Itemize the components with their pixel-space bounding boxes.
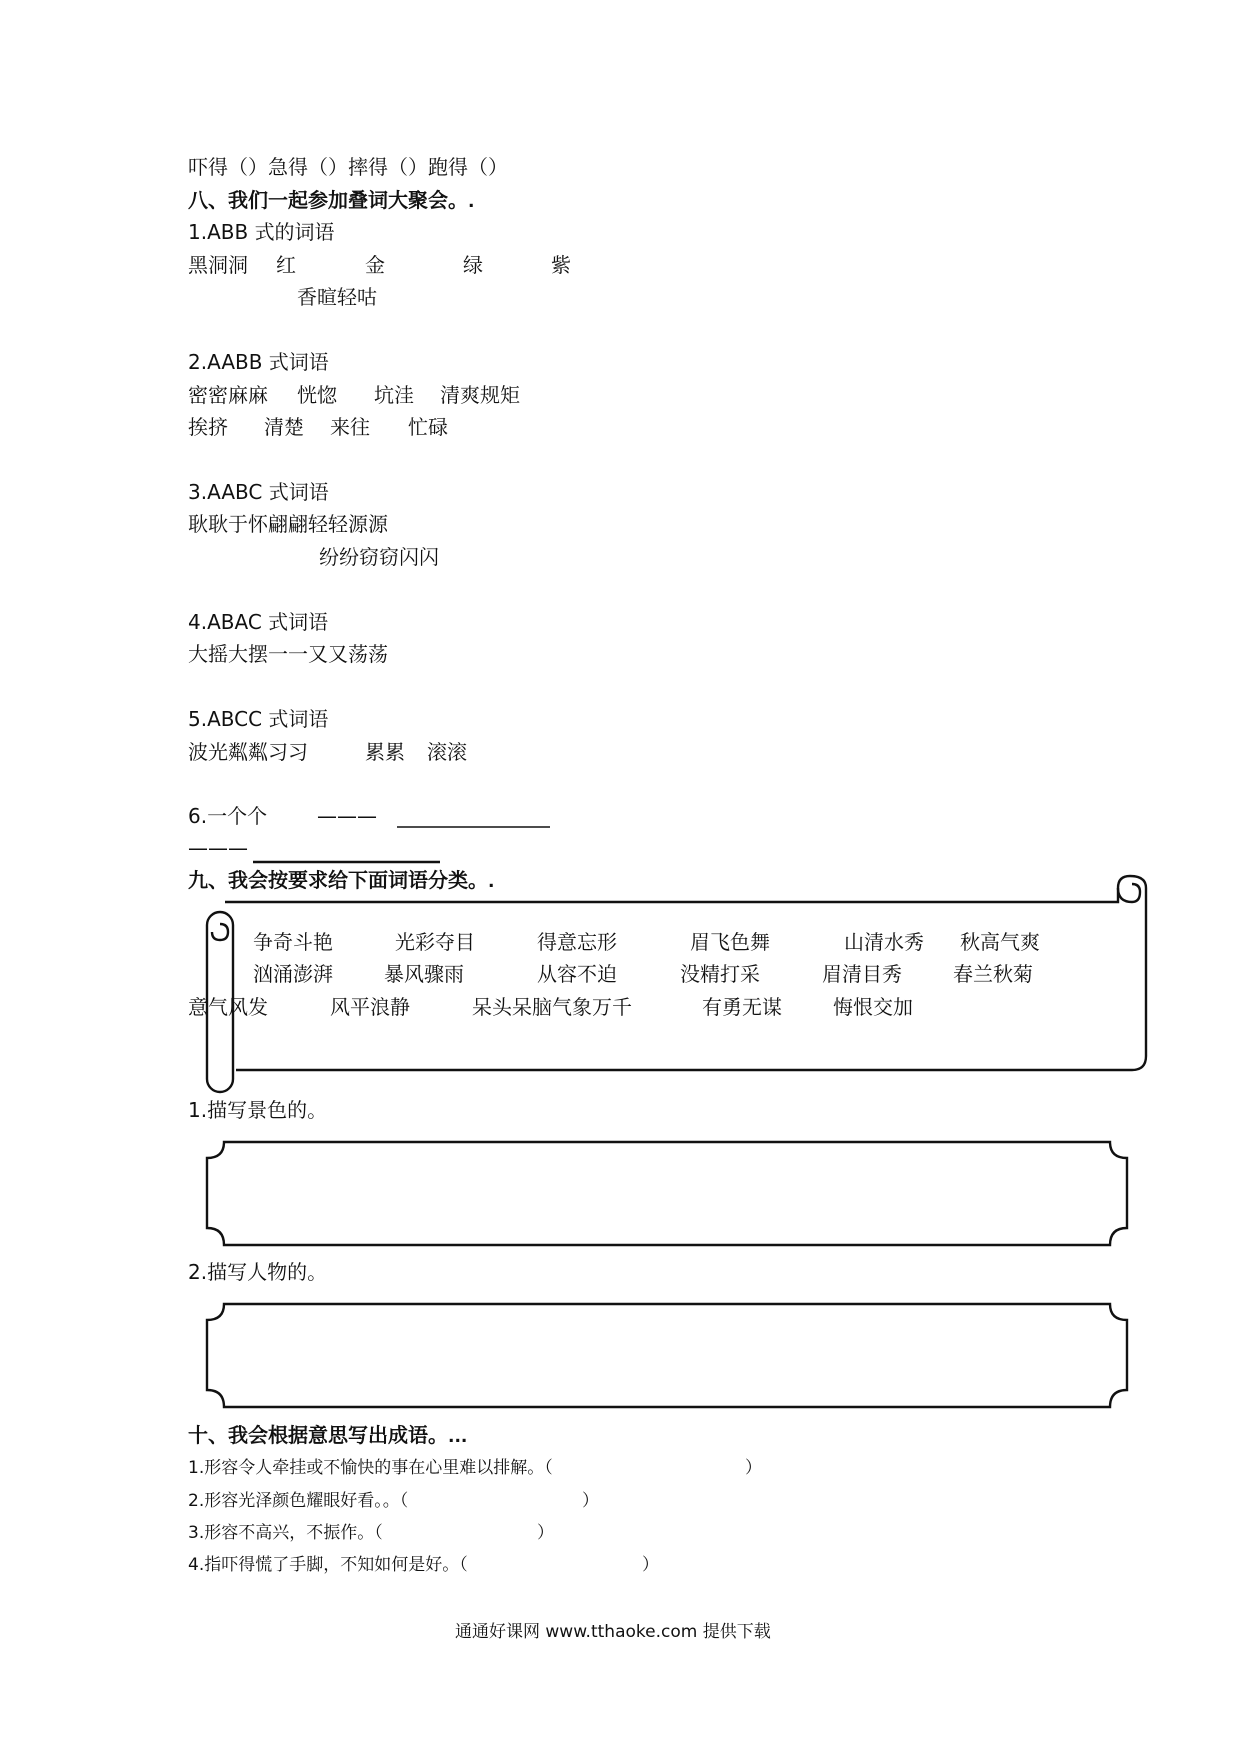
q8-1-word: 黑洞洞: [188, 253, 248, 277]
scroll-word: 光彩夺目: [395, 930, 475, 954]
q8-6-dash2: ———: [188, 836, 248, 860]
q8-2-word: 忙碌: [408, 415, 448, 439]
scroll-word: 眉飞色舞: [690, 930, 770, 954]
q8-2-word: 挨挤: [188, 415, 228, 439]
q10-item-4: 4.指吓得慌了手脚，不知如何是好。（: [188, 1555, 468, 1575]
q8-2-word: 清爽规矩: [440, 383, 520, 407]
q8-2-word: 密密麻麻: [188, 383, 268, 407]
q10-item-4-close: ）: [642, 1555, 659, 1575]
section-10-heading-text: 十、我会根据意思写出成语。: [188, 1423, 448, 1447]
q8-2-title: 2.AABB 式词语: [188, 350, 329, 374]
scroll-word: 风平浪静: [330, 995, 410, 1019]
scroll-word: 悔恨交加: [833, 995, 913, 1019]
section-9-heading: [188, 868, 494, 894]
q8-2-word: 恍惚: [297, 383, 337, 407]
q9-2-label: 2.描写人物的。: [188, 1260, 328, 1284]
section-10-heading-dots: ...: [448, 1427, 468, 1447]
section-9-heading-dots: .: [488, 872, 495, 892]
q8-2-word: 来往: [330, 415, 370, 439]
q10-item-2: 2.形容光泽颜色耀眼好看。。（: [188, 1491, 409, 1511]
scroll-word: 得意忘形: [537, 930, 617, 954]
q10-item-3: 3.形容不高兴，不振作。（: [188, 1523, 383, 1543]
scroll-word: 没精打采: [680, 962, 760, 986]
q8-1-word: 金: [365, 253, 385, 277]
q8-1-word: 绿: [463, 253, 483, 277]
section-8-heading: [188, 188, 474, 214]
q8-5-word: 波光粼粼习习: [188, 740, 308, 764]
section-8-heading-dots: .: [468, 192, 475, 212]
q10-item-3-close: ）: [537, 1523, 554, 1543]
q8-3-title: 3.AABC 式词语: [188, 480, 329, 504]
q8-6-dash1: ———: [317, 804, 377, 828]
q8-1-row2: 香暄轻咕: [297, 285, 377, 309]
q10-item-2-close: ）: [582, 1491, 599, 1511]
q8-2-word: 清楚: [264, 415, 304, 439]
scroll-word: 争奇斗艳: [253, 930, 333, 954]
q8-4-row1: 大摇大摆一一又又荡荡: [188, 642, 388, 666]
scroll-word: 秋高气爽: [960, 930, 1040, 954]
q8-3-row2: 纷纷窃窃闪闪: [319, 545, 439, 569]
scroll-word: 有勇无谋: [702, 995, 782, 1019]
q8-5-word: 累累: [365, 740, 405, 764]
q8-6-line1: 6.一个个: [188, 804, 268, 828]
scroll-word: 呆头呆脑气象万千: [472, 995, 632, 1019]
scroll-word: 从容不迫: [537, 962, 617, 986]
q8-1-title: 1.ABB 式的词语: [188, 220, 335, 244]
scroll-word: 春兰秋菊: [953, 962, 1033, 986]
top-line: 吓得（）急得（）摔得（）跑得（）: [188, 155, 508, 179]
q8-2-word: 坑洼: [374, 383, 414, 407]
scroll-word: 暴风骤雨: [384, 962, 464, 986]
q8-3-row1: 耿耿于怀翩翩轻轻源源: [188, 512, 388, 536]
q8-1-word: 红: [276, 253, 296, 277]
q10-item-1: 1.形容令人牵挂或不愉快的事在心里难以排解。（: [188, 1458, 553, 1478]
q8-5-word: 滚滚: [427, 740, 467, 764]
section-9-heading-text: 九、我会按要求给下面词语分类。: [188, 868, 488, 892]
section-10-heading: [188, 1423, 467, 1449]
q8-1-word: 紫: [551, 253, 571, 277]
scroll-word: 山清水秀: [844, 930, 924, 954]
scroll-word: 汹涌澎湃: [253, 962, 333, 986]
q9-1-label: 1.描写景色的。: [188, 1098, 328, 1122]
scroll-word: 眉清目秀: [822, 962, 902, 986]
footer: 通通好课网 www.tthaoke.com 提供下载: [455, 1622, 771, 1642]
q8-4-title: 4.ABAC 式词语: [188, 610, 329, 634]
scroll-word: 意气风发: [188, 995, 268, 1019]
section-8-heading-text: 八、我们一起参加叠词大聚会。: [188, 188, 468, 212]
answer-box-people[interactable]: [224, 1320, 1110, 1392]
q10-item-1-close: ）: [745, 1458, 762, 1478]
answer-box-scenery[interactable]: [224, 1158, 1110, 1230]
q8-5-title: 5.ABCC 式词语: [188, 707, 329, 731]
